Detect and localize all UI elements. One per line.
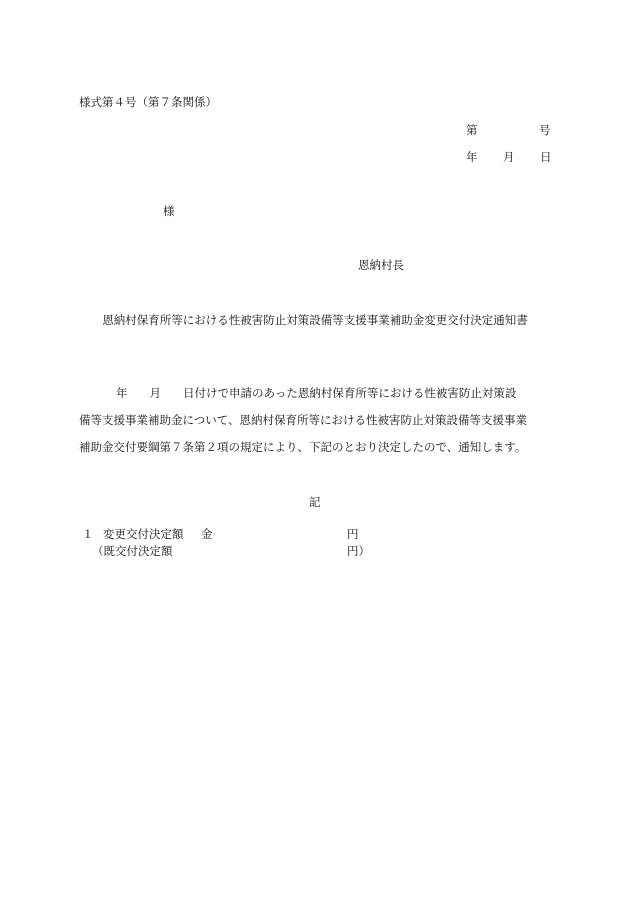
item-2-label: （既交付決定額	[92, 544, 173, 558]
addressee: 様	[163, 204, 175, 218]
date-month: 月	[503, 150, 515, 164]
body-line-2: 備等支援事業補助金について、恩納村保育所等における性被害防止対策設備等支援事業	[79, 413, 528, 427]
body-line-1	[79, 380, 551, 407]
body-paragraph	[79, 380, 551, 461]
item-1-label: 変更交付決定額	[103, 527, 184, 541]
number-label-dai: 第	[466, 123, 478, 137]
body-line-1-text: 日付けで申請のあった恩納村保育所等における性被害防止対策設	[183, 386, 517, 400]
body-month: 月	[149, 386, 161, 400]
amount-item-1	[79, 526, 379, 542]
body-line-3: 補助金交付要綱第７条第２項の規定により、下記のとおり決定したので、通知します。	[79, 440, 527, 454]
item-1-number: １	[82, 527, 94, 541]
item-1-kin: 金	[201, 527, 213, 541]
item-2-yen: 円）	[347, 544, 370, 558]
form-number: 様式第４号（第７条関係）	[79, 95, 217, 109]
item-1-yen: 円	[347, 527, 359, 541]
document-title: 恩納村保育所等における性被害防止対策設備等支援事業補助金変更交付決定通知書	[102, 313, 528, 327]
date-day: 日	[540, 150, 552, 164]
issuer-name: 恩納村長	[358, 258, 404, 272]
amount-item-2	[79, 543, 379, 559]
notes-heading: 記	[309, 495, 321, 509]
date-year: 年	[466, 150, 478, 164]
number-label-go: 号	[539, 123, 551, 137]
body-year: 年	[116, 386, 128, 400]
